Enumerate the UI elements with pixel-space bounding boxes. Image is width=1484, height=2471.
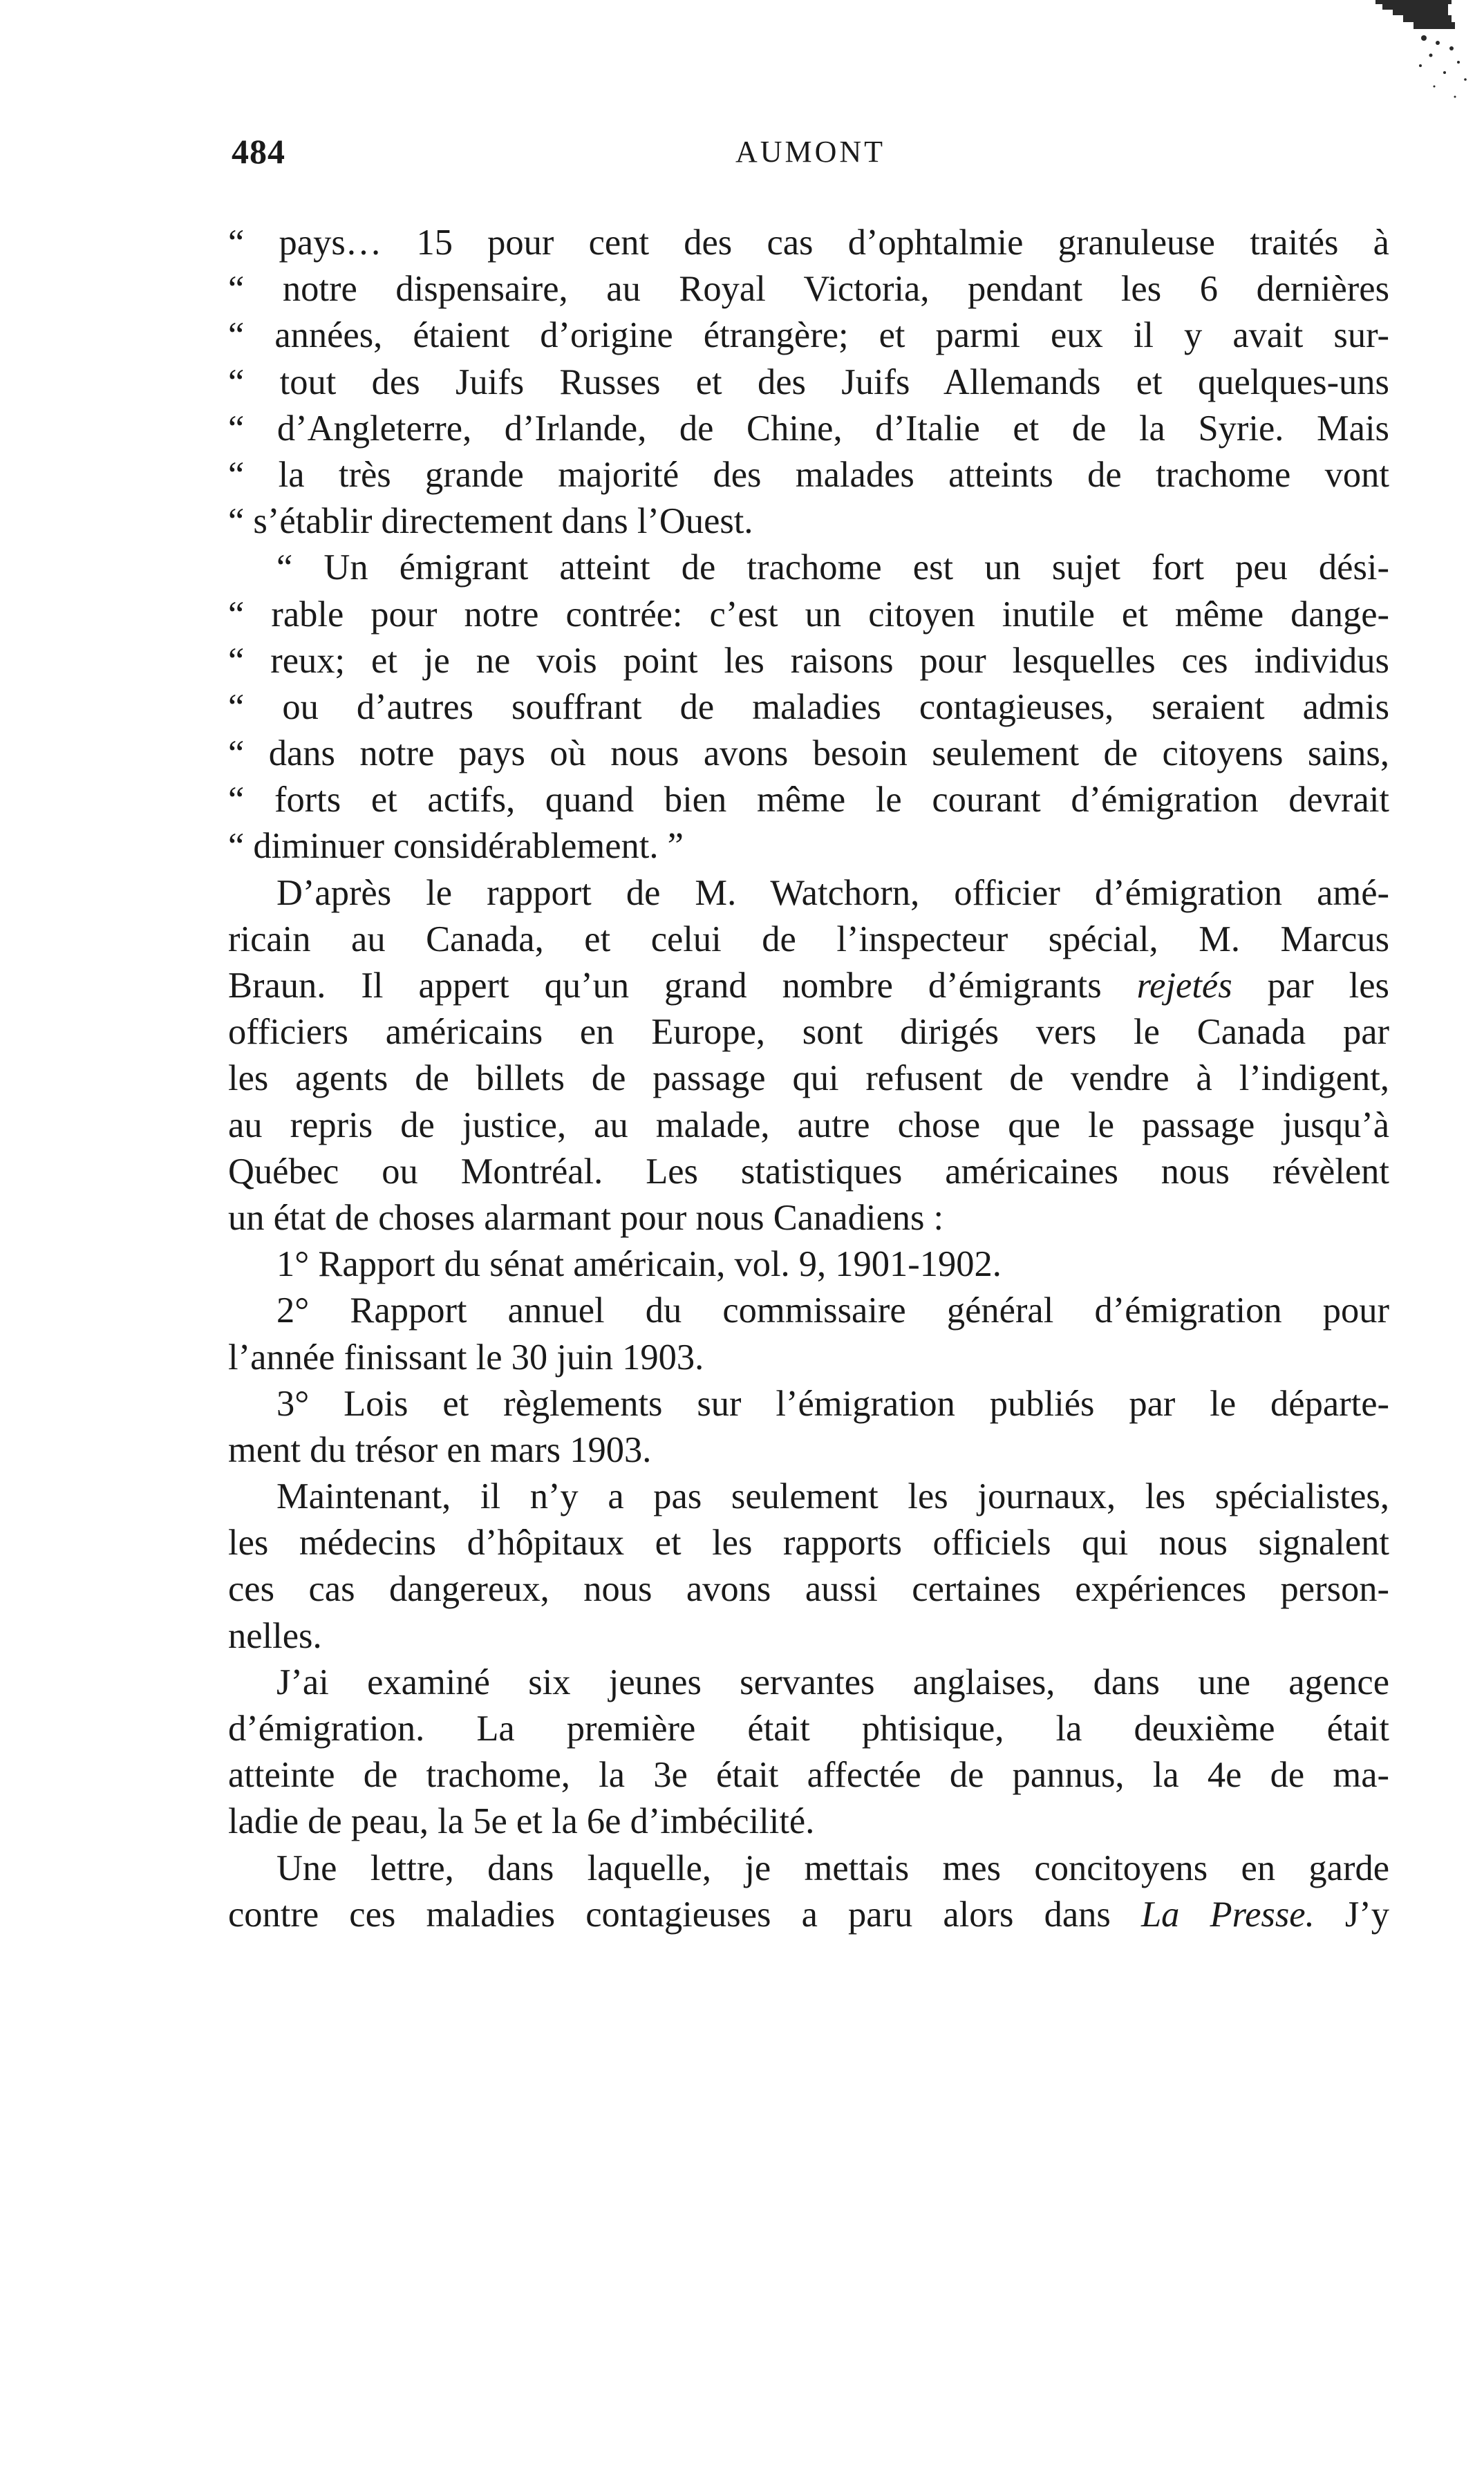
text-line (228, 452, 1389, 498)
text-line-content: “ Un émigrant atteint de trachome est un sujet fort peu dési- (276, 547, 1389, 588)
text-line (228, 1613, 1389, 1660)
text-line (228, 266, 1389, 312)
text-line (228, 220, 1389, 266)
text-line-content: “ ou d’autres souffrant de maladies contagieuses, seraient admis (228, 686, 1389, 727)
running-title: AUMONT (735, 135, 886, 169)
text-line-content: Québec ou Montréal. Les statistiques américaines nous révèlent (228, 1151, 1389, 1192)
text-line-content: “ rable pour notre contrée: c’est un citoyen inutile et même dange- (228, 594, 1389, 635)
text-line (228, 1660, 1389, 1706)
text-line-content: au repris de justice, au malade, autre chose que le passage jusqu’à (228, 1105, 1389, 1145)
text-line-content: 2° Rapport annuel du commissaire général d’émigration pour (276, 1290, 1389, 1331)
text-line (228, 823, 1389, 870)
text-line (228, 1798, 1389, 1845)
text-line-content: “ s’établir directement dans l’Ouest. (228, 501, 753, 542)
text-line (228, 1195, 1389, 1241)
text-line-content: contre ces maladies contagieuses a paru alors dans (228, 1894, 1141, 1935)
text-line-content: Braun. Il appert qu’un grand nombre d’émigrants (228, 966, 1137, 1006)
text-line (228, 1566, 1389, 1613)
text-line-content: un état de choses alarmant pour nous Canadiens : (228, 1197, 944, 1238)
ink-smudge-mark (1355, 0, 1472, 111)
text-line-content: les médecins d’hôpitaux et les rapports officiels qui nous signalent (228, 1523, 1389, 1563)
text-line (228, 731, 1389, 777)
text-line (228, 592, 1389, 638)
text-line (228, 1241, 1389, 1288)
text-line-content: Une lettre, dans laquelle, je mettais mes concitoyens en garde (276, 1848, 1389, 1888)
text-line-content: officiers américains en Europe, sont dirigés vers le Canada par (228, 1012, 1389, 1053)
text-line-content: ment du trésor en mars 1903. (228, 1429, 652, 1470)
text-line (228, 1149, 1389, 1195)
text-line (228, 1335, 1389, 1381)
text-line-content: ladie de peau, la 5e et la 6e d’imbécilité. (228, 1801, 815, 1842)
text-line (228, 963, 1389, 1009)
text-line (228, 1520, 1389, 1566)
text-line-content: “ notre dispensaire, au Royal Victoria, pendant les 6 dernières (228, 269, 1389, 310)
text-line (228, 1009, 1389, 1055)
text-line (228, 1288, 1389, 1334)
text-line-content: nelles. (228, 1615, 322, 1656)
text-line (228, 545, 1389, 591)
body-text (228, 220, 1389, 1938)
text-line-content: d’émigration. La première était phtisique, la deuxième était (228, 1709, 1389, 1749)
page-header (232, 131, 1389, 187)
text-line (228, 1845, 1389, 1892)
text-line-content: ricain au Canada, et celui de l’inspecteur spécial, M. Marcus (228, 919, 1389, 959)
text-line-content: “ pays… 15 pour cent des cas d’ophtalmie granuleuse traités à (228, 223, 1389, 263)
text-line (228, 777, 1389, 823)
text-line (228, 684, 1389, 731)
text-line (228, 1706, 1389, 1752)
text-line (228, 917, 1389, 963)
text-line-content: ces cas dangereux, nous avons aussi certaines expériences person- (228, 1569, 1389, 1610)
text-line-content: les agents de billets de passage qui refusent de vendre à l’indigent, (228, 1058, 1389, 1099)
text-line (228, 1752, 1389, 1798)
text-line (228, 638, 1389, 684)
text-line-content: l’année finissant le 30 juin 1903. (228, 1337, 704, 1378)
text-line (228, 1381, 1389, 1427)
text-line (228, 1102, 1389, 1149)
text-line (228, 312, 1389, 359)
italic-text: rejetés (1136, 966, 1232, 1006)
text-line-tail: par les (1232, 966, 1389, 1006)
text-line (228, 870, 1389, 917)
text-line-content: 1° Rapport du sénat américain, vol. 9, 1901-1902. (276, 1244, 1002, 1285)
text-line-content: J’ai examiné six jeunes servantes anglaises, dans une agence (276, 1662, 1389, 1702)
text-line-content: Maintenant, il n’y a pas seulement les journaux, les spécialistes, (276, 1476, 1389, 1517)
text-line (228, 1427, 1389, 1474)
text-line-content: “ d’Angleterre, d’Irlande, de Chine, d’Italie et de la Syrie. Mais (228, 408, 1389, 449)
text-line-content: “ tout des Juifs Russes et des Juifs Allemands et quelques-uns (228, 361, 1389, 402)
italic-text: La Presse. (1140, 1894, 1315, 1935)
text-line-content: “ dans notre pays où nous avons besoin seulement de citoyens sains, (228, 733, 1389, 774)
text-line-content: “ forts et actifs, quand bien même le courant d’émigration devrait (228, 780, 1389, 820)
text-line-tail: J’y (1314, 1894, 1389, 1935)
text-line-content: “ diminuer considérablement. ” (228, 826, 684, 867)
text-line-content: D’après le rapport de M. Watchorn, officier d’émigration amé- (276, 872, 1389, 913)
text-line (228, 1892, 1389, 1938)
text-line (228, 1474, 1389, 1520)
text-line-content: “ années, étaient d’origine étrangère; et parmi eux il y avait sur- (228, 315, 1389, 356)
text-line-content: “ la très grande majorité des malades atteints de trachome vont (228, 454, 1389, 495)
text-line-content: atteinte de trachome, la 3e était affectée de pannus, la 4e de ma- (228, 1755, 1389, 1796)
page-number: 484 (232, 132, 285, 171)
text-line-content: “ reux; et je ne vois point les raisons pour lesquelles ces individus (228, 640, 1389, 681)
text-line-content: 3° Lois et règlements sur l’émigration publiés par le départe- (276, 1383, 1389, 1424)
text-line (228, 359, 1389, 406)
text-line (228, 1055, 1389, 1102)
text-line (228, 498, 1389, 545)
text-line (228, 406, 1389, 452)
